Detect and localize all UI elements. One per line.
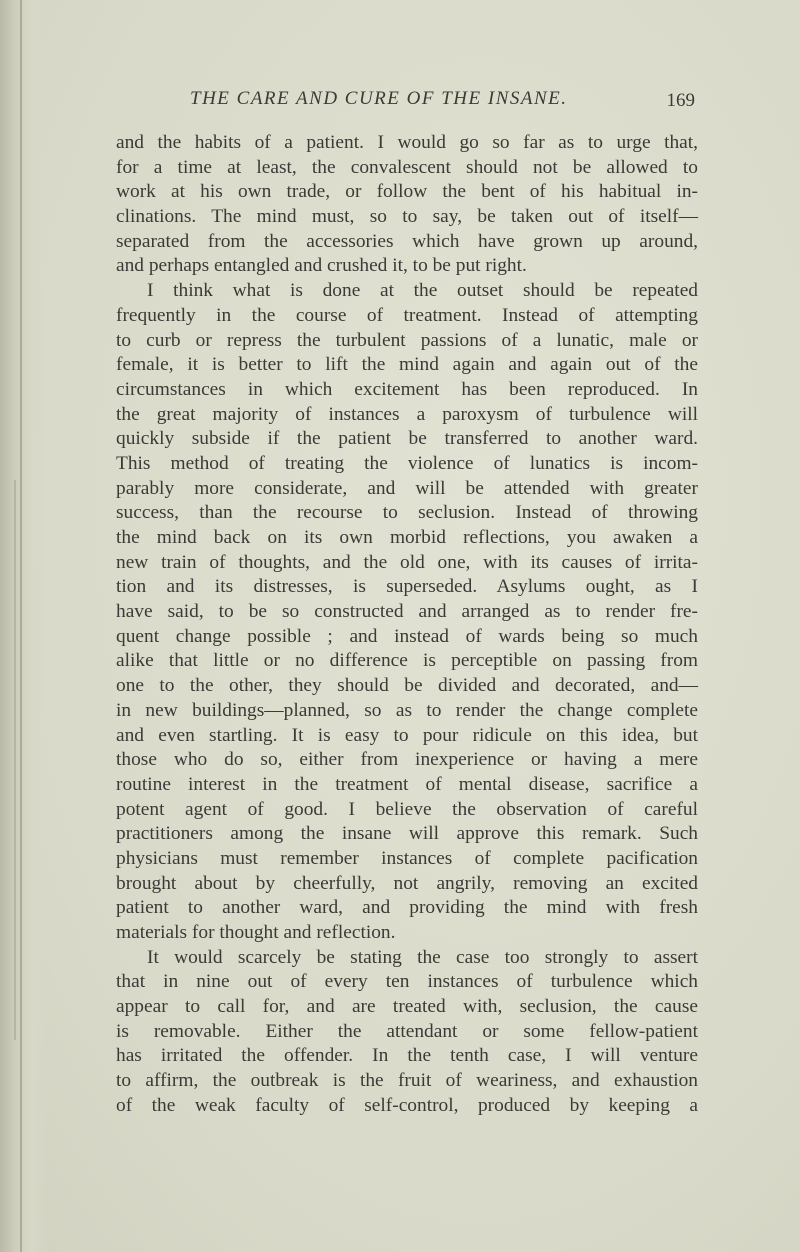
text-line: materials for thought and reflection. bbox=[116, 922, 396, 943]
text-line: have said, to be so constructed and arranged as to render fre- bbox=[116, 601, 698, 623]
text-line: brought about by cheerfully, not angrily, removing an excited bbox=[116, 872, 698, 894]
text-line: the great majority of instances a paroxysm of turbulence will bbox=[116, 403, 698, 425]
text-line: parably more considerate, and will be attended with greater bbox=[116, 477, 698, 499]
text-line: success, than the recourse to seclusion. Instead of throwing bbox=[116, 502, 698, 524]
text-line: and the habits of a patient. I would go so far as to urge that, bbox=[116, 132, 698, 153]
body-text bbox=[116, 131, 698, 1119]
text-line: and perhaps entangled and crushed it, to be put right. bbox=[116, 255, 527, 277]
text-line: patient to another ward, and providing the mind with fresh bbox=[116, 897, 698, 919]
binding-edge bbox=[20, 0, 22, 1252]
text-line: quent change possible ; and instead of wards being so much bbox=[116, 625, 698, 647]
text-line: and even startling. It is easy to pour ridicule on this idea, but bbox=[116, 724, 698, 746]
text-line: is removable. Either the attendant or some fellow-patient bbox=[116, 1020, 698, 1042]
text-line: potent agent of good. I believe the observation of careful bbox=[116, 798, 698, 820]
text-line: separated from the accessories which have grown up around, bbox=[116, 230, 698, 252]
text-line: quickly subside if the patient be transferred to another ward. bbox=[116, 428, 698, 450]
page-gutter bbox=[0, 0, 46, 1252]
text-line: to affirm, the outbreak is the fruit of weariness, and exhaustion bbox=[116, 1070, 698, 1092]
text-line: female, it is better to lift the mind again and again out of the bbox=[116, 354, 698, 376]
paragraph bbox=[116, 946, 698, 1119]
text-line: that in nine out of every ten instances of turbulence which bbox=[116, 971, 698, 993]
page-header bbox=[190, 88, 700, 118]
text-line: It would scarcely be stating the case too strongly to assert bbox=[147, 946, 698, 968]
text-line: those who do so, either from inexperience or having a mere bbox=[116, 749, 698, 771]
text-line: clinations. The mind must, so to say, be taken out of itself— bbox=[116, 206, 698, 228]
text-line: to curb or repress the turbulent passions of a lunatic, male or bbox=[116, 329, 698, 351]
text-line: I think what is done at the outset should be repeated bbox=[147, 280, 698, 302]
text-line: physicians must remember instances of complete pacification bbox=[116, 847, 698, 869]
running-head: THE CARE AND CURE OF THE INSANE. bbox=[190, 88, 568, 109]
text-line: appear to call for, and are treated with, seclusion, the cause bbox=[116, 996, 698, 1018]
text-line: new train of thoughts, and the old one, with its causes of irrita- bbox=[116, 551, 698, 573]
text-line: has irritated the offender. In the tenth case, I will venture bbox=[116, 1045, 698, 1067]
binding-shadow bbox=[14, 480, 16, 1040]
text-line: practitioners among the insane will approve this remark. Such bbox=[116, 823, 698, 845]
text-line: routine interest in the treatment of mental disease, sacrifice a bbox=[116, 773, 698, 795]
text-line: work at his own trade, or follow the bent of his habitual in- bbox=[116, 181, 698, 203]
text-line: one to the other, they should be divided and decorated, and— bbox=[116, 675, 698, 697]
page-number: 169 bbox=[666, 90, 695, 111]
text-line: alike that little or no difference is perceptible on passing from bbox=[116, 650, 698, 672]
text-line: the mind back on its own morbid reflections, you awaken a bbox=[116, 527, 698, 548]
text-line: This method of treating the violence of lunatics is incom- bbox=[116, 452, 698, 474]
text-line: tion and its distresses, is superseded. Asylums ought, as I bbox=[116, 576, 698, 598]
text-line: of the weak faculty of self-control, produced by keeping a bbox=[116, 1094, 698, 1116]
text-line: frequently in the course of treatment. Instead of attempting bbox=[116, 304, 698, 326]
text-line: for a time at least, the convalescent should not be allowed to bbox=[116, 156, 698, 178]
text-line: in new buildings—planned, so as to render the change complete bbox=[116, 699, 698, 721]
paragraph bbox=[116, 131, 698, 279]
text-line: circumstances in which excitement has been reproduced. In bbox=[116, 378, 698, 400]
paragraph bbox=[116, 279, 698, 946]
